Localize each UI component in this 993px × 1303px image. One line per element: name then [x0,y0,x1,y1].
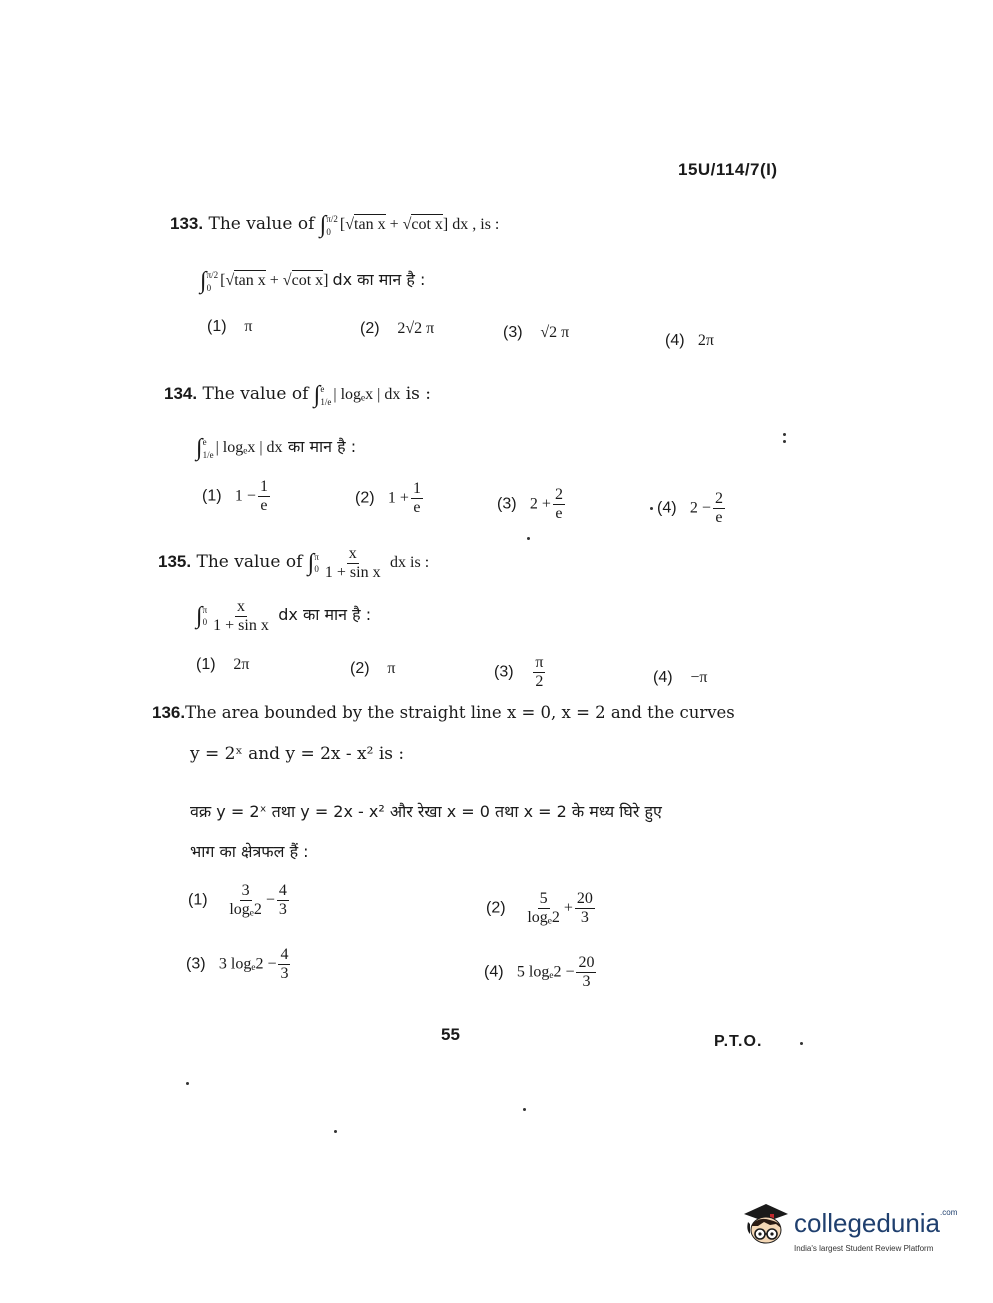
option-136-2[interactable]: (2) $\frac{5}{\text{logₑ2}}$ + $\frac{20}{3}$ [486,890,593,926]
question-136-hindi-line2: भाग का क्षेत्रफल हैं : [190,842,309,861]
option-136-4[interactable]: (4) 5 logₑ2 − $\frac{20}{3}$ [484,954,595,990]
question-136-english-line2: y = 2ˣ and y = 2x - x² is : [190,744,405,764]
question-134-hindi: ∫ e 1/e | logₑx | dx का मान है : [196,435,357,461]
logo-wordmark: collegedunia$^{.com}$ [794,1208,958,1238]
option-136-3[interactable]: (3) 3 logₑ2 − $\frac{4}{3}$ [186,946,289,982]
student-mascot-icon [736,1200,792,1252]
option-134-1[interactable]: (1) 1 − $\frac{1}{e}$ [202,478,268,514]
option-133-2[interactable]: (2) 2√2 π [360,320,435,337]
option-135-1[interactable]: (1) 2π [196,656,250,673]
question-number: 135. [158,551,192,571]
option-134-2[interactable]: (2) 1 + $\frac{1}{e}$ [355,480,421,516]
question-134-english: 134. The value of ∫ e 1/e | logₑx | dx is : [164,382,432,408]
option-136-1[interactable]: (1) $\frac{3}{\text{logₑ2}}$ − $\frac{4}{3}$ [188,882,287,918]
option-134-4[interactable]: (4) 2 − $\frac{2}{e}$ [657,490,723,526]
question-133-english: 133. The value of ∫ π/2 0 [√tan x + √cot x] dx , is : [170,212,500,238]
option-133-4[interactable]: (4) 2π [665,332,714,349]
question-135-hindi: ∫ π 0 $\frac{x}{\text{1 + sin x}}$ dx का मान है : [196,598,372,634]
question-number: 136. [152,703,186,722]
option-133-1[interactable]: (1) π [207,318,253,335]
question-number: 133. [170,214,204,234]
option-134-3[interactable]: (3) 2 + $\frac{2}{e}$ [497,486,563,522]
logo-tagline: India's largest Student Review Platform [794,1244,934,1253]
pto-label: P.T.O. [714,1033,763,1050]
option-133-3[interactable]: (3) √2 π [503,324,570,341]
option-135-2[interactable]: (2) π [350,660,396,677]
question-135-english: 135. The value of ∫ π 0 $\frac{x}{\text{1 + sin x}}$ dx is : [158,545,430,581]
paper-code: 15U/114/7(I) [678,160,778,179]
question-136-hindi-line1: वक्र y = 2ˣ तथा y = 2x - x² और रेखा x = 0 तथा x = 2 के मध्य घिरे हुए [190,802,662,821]
question-136-english-line1: 136.The area bounded by the straight line x = 0, x = 2 and the curves [152,703,735,722]
question-number: 134. [164,384,198,404]
option-135-3[interactable]: (3) $\frac{\pi}{2}$ [494,654,544,690]
option-135-4[interactable]: (4) −π [653,669,708,686]
page-number: 55 [441,1025,460,1044]
question-133-hindi: ∫ π/2 0 [√tan x + √cot x] dx का मान है : [200,268,426,294]
